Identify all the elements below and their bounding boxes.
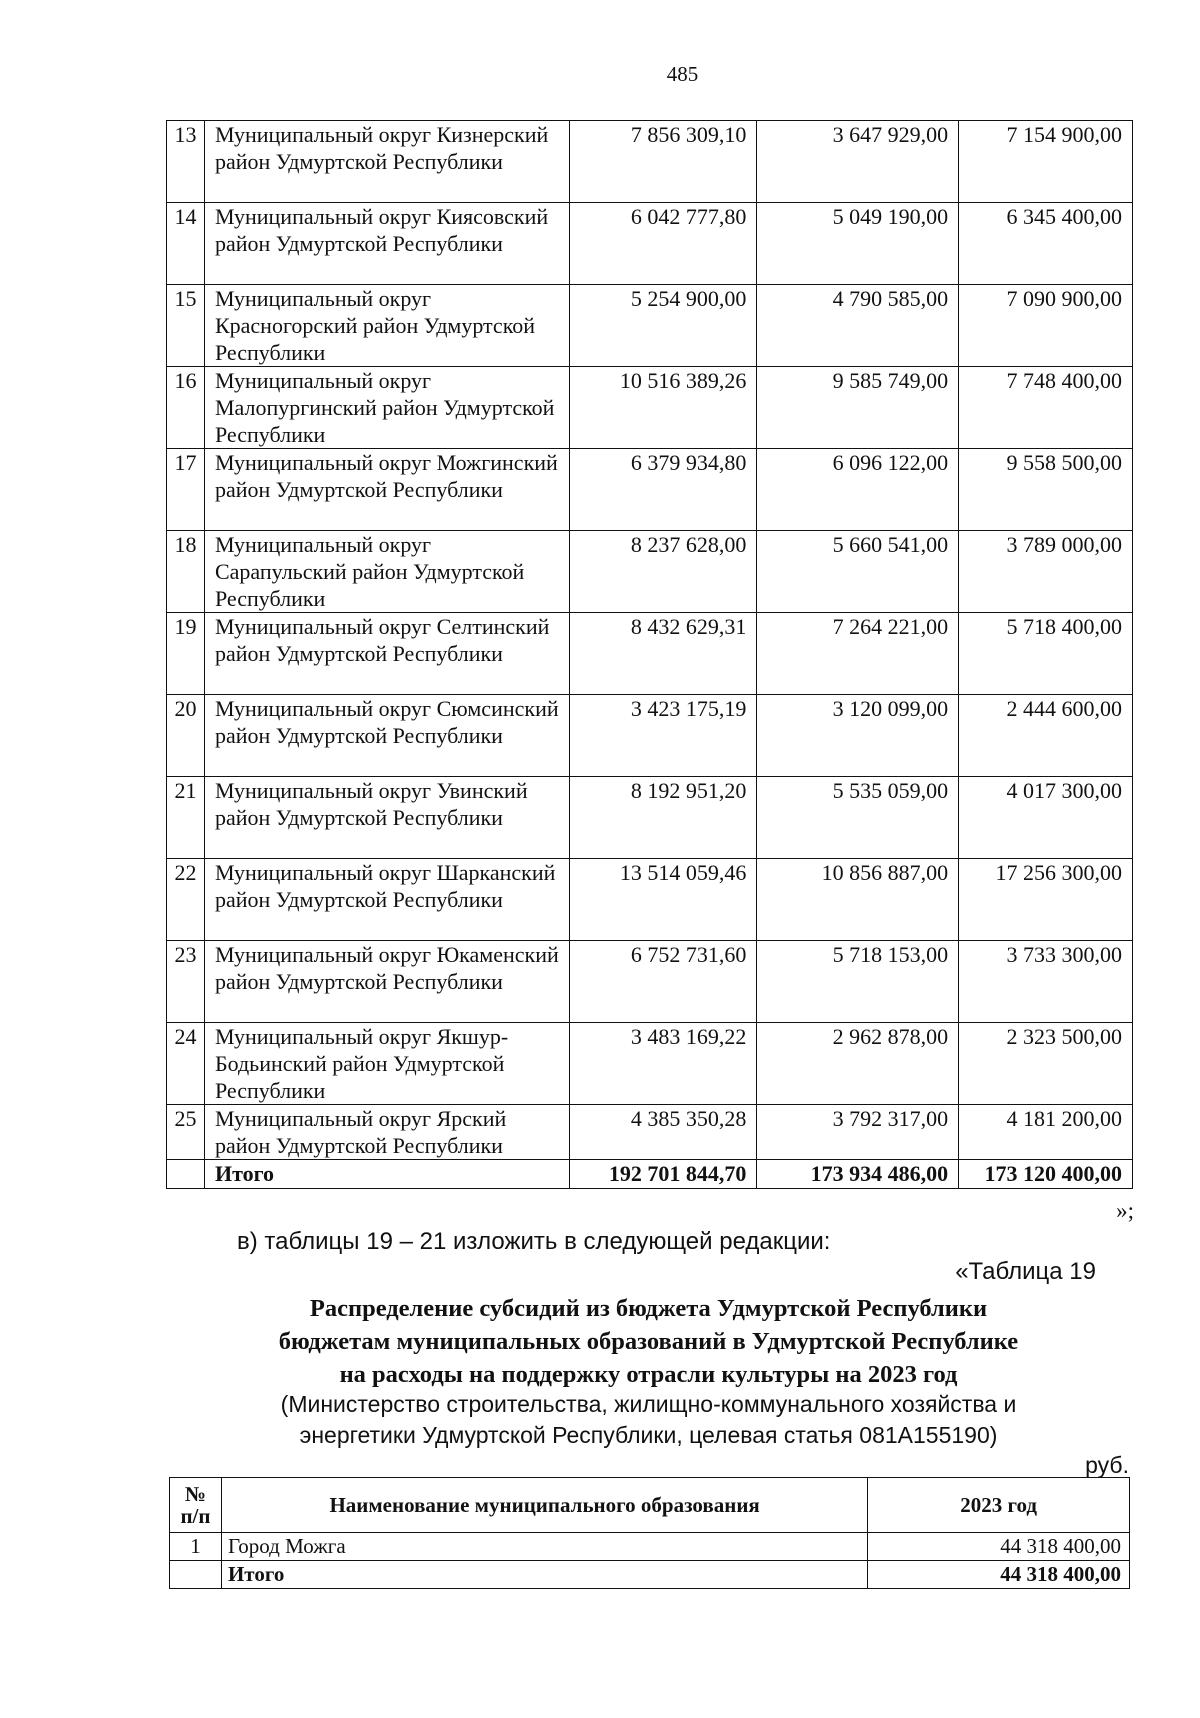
table-row <box>167 1023 1133 1105</box>
row-name: Муниципальный округ Сарапульский район Удмуртской Республики <box>204 531 569 613</box>
row-value-3: 7 090 900,00 <box>959 285 1133 367</box>
header-num-line-2: п/п <box>180 1504 211 1528</box>
row-num: 25 <box>167 1105 205 1160</box>
subsidy-table-body <box>167 121 1133 1189</box>
row-name: Муниципальный округ Кизнерский район Удмуртской Республики <box>204 121 569 203</box>
row-value-1: 6 379 934,80 <box>569 449 757 531</box>
row-num: 23 <box>167 941 205 1023</box>
table-row <box>170 1533 1130 1561</box>
table-row <box>167 777 1133 859</box>
row-name: Город Можга <box>221 1533 867 1561</box>
table-total-row <box>167 1160 1133 1189</box>
row-value-1: 4 385 350,28 <box>569 1105 757 1160</box>
row-value-3: 5 718 400,00 <box>959 613 1133 695</box>
row-value-1: 3 423 175,19 <box>569 695 757 777</box>
row-value-2: 6 096 122,00 <box>757 449 959 531</box>
table-heading <box>166 1292 1131 1391</box>
row-name: Муниципальный округ Малопургинский район Удмуртской Республики <box>204 367 569 449</box>
row-value-3: 4 181 200,00 <box>959 1105 1133 1160</box>
row-name: Муниципальный округ Киясовский район Удмуртской Республики <box>204 203 569 285</box>
total-label: Итого <box>204 1160 569 1189</box>
row-num: 22 <box>167 859 205 941</box>
total-value-2: 173 934 486,00 <box>757 1160 959 1189</box>
row-name: Муниципальный округ Шарканский район Удмуртской Республики <box>204 859 569 941</box>
table-total-row <box>170 1561 1130 1589</box>
total-num-cell <box>167 1160 205 1189</box>
row-value-2: 4 790 585,00 <box>757 285 959 367</box>
row-num: 19 <box>167 613 205 695</box>
table-row <box>167 613 1133 695</box>
table-row <box>167 367 1133 449</box>
row-value-2: 5 535 059,00 <box>757 777 959 859</box>
row-value-1: 3 483 169,22 <box>569 1023 757 1105</box>
row-value-1: 13 514 059,46 <box>569 859 757 941</box>
total-label: Итого <box>221 1561 867 1589</box>
row-value-2: 10 856 887,00 <box>757 859 959 941</box>
row-num: 20 <box>167 695 205 777</box>
row-num: 1 <box>170 1533 222 1561</box>
row-num: 21 <box>167 777 205 859</box>
row-value-3: 9 558 500,00 <box>959 449 1133 531</box>
row-value: 44 318 400,00 <box>868 1533 1130 1561</box>
subheading-line-1: (Министерство строительства, жилищно-коммунального хозяйства и <box>280 1391 1017 1417</box>
row-value-2: 9 585 749,00 <box>757 367 959 449</box>
row-name: Муниципальный округ Красногорский район Удмуртской Республики <box>204 285 569 367</box>
row-value-1: 10 516 389,26 <box>569 367 757 449</box>
row-num: 13 <box>167 121 205 203</box>
table-row <box>167 121 1133 203</box>
total-num-cell <box>170 1561 222 1589</box>
currency-unit: руб. <box>1085 1452 1129 1478</box>
row-num: 17 <box>167 449 205 531</box>
table-row <box>167 1105 1133 1160</box>
row-value-2: 5 718 153,00 <box>757 941 959 1023</box>
total-value: 44 318 400,00 <box>868 1561 1130 1589</box>
table-row <box>167 285 1133 367</box>
subheading-line-2: энергетики Удмуртской Республики, целевая статья 081А155190) <box>299 1422 998 1448</box>
row-value-2: 3 647 929,00 <box>757 121 959 203</box>
table-row <box>167 449 1133 531</box>
row-value-1: 8 432 629,31 <box>569 613 757 695</box>
row-num: 14 <box>167 203 205 285</box>
row-value-1: 6 752 731,60 <box>569 941 757 1023</box>
row-value-1: 5 254 900,00 <box>569 285 757 367</box>
total-value-1: 192 701 844,70 <box>569 1160 757 1189</box>
header-name: Наименование муниципального образования <box>221 1478 867 1533</box>
row-num: 18 <box>167 531 205 613</box>
row-num: 15 <box>167 285 205 367</box>
subsidy-table-continued <box>166 120 1133 1189</box>
row-name: Муниципальный округ Якшур-Бодьинский район Удмуртской Республики <box>204 1023 569 1105</box>
row-num: 24 <box>167 1023 205 1105</box>
row-name: Муниципальный округ Сюмсинский район Удмуртской Республики <box>204 695 569 777</box>
row-value-1: 8 192 951,20 <box>569 777 757 859</box>
row-value-2: 5 049 190,00 <box>757 203 959 285</box>
row-value-3: 2 444 600,00 <box>959 695 1133 777</box>
culture-subsidy-table <box>169 1477 1130 1589</box>
row-name: Муниципальный округ Юкаменский район Удмуртской Республики <box>204 941 569 1023</box>
row-value-1: 7 856 309,10 <box>569 121 757 203</box>
row-value-3: 7 748 400,00 <box>959 367 1133 449</box>
page-number: 485 <box>666 62 699 86</box>
row-value-2: 3 120 099,00 <box>757 695 959 777</box>
table-row <box>167 695 1133 777</box>
header-row <box>170 1478 1130 1533</box>
row-value-3: 17 256 300,00 <box>959 859 1133 941</box>
heading-line-1: Распределение субсидий из бюджета Удмуртской Республики <box>309 1295 988 1322</box>
table-row <box>167 531 1133 613</box>
heading-line-3: на расходы на поддержку отрасли культуры на 2023 год <box>339 1361 958 1388</box>
header-num <box>170 1478 222 1533</box>
total-value-3: 173 120 400,00 <box>959 1160 1133 1189</box>
row-value-3: 2 323 500,00 <box>959 1023 1133 1105</box>
row-value-3: 3 789 000,00 <box>959 531 1133 613</box>
table-row <box>167 203 1133 285</box>
table-label: «Таблица 19 <box>955 1258 1096 1285</box>
row-name: Муниципальный округ Селтинский район Удмуртской Республики <box>204 613 569 695</box>
row-name: Муниципальный округ Ярский район Удмуртской Республики <box>204 1105 569 1160</box>
row-value-2: 2 962 878,00 <box>757 1023 959 1105</box>
closing-quote: »; <box>1116 1198 1134 1223</box>
table-subheading <box>166 1389 1131 1451</box>
heading-line-2: бюджетам муниципальных образований в Удмуртской Республике <box>278 1328 1019 1355</box>
row-value-2: 7 264 221,00 <box>757 613 959 695</box>
row-value-1: 8 237 628,00 <box>569 531 757 613</box>
amendment-instruction: в) таблицы 19 – 21 изложить в следующей редакции: <box>237 1228 831 1255</box>
table-row <box>167 859 1133 941</box>
row-value-2: 5 660 541,00 <box>757 531 959 613</box>
row-value-3: 3 733 300,00 <box>959 941 1133 1023</box>
row-value-1: 6 042 777,80 <box>569 203 757 285</box>
header-num-line-1: № <box>184 1482 207 1506</box>
row-name: Муниципальный округ Увинский район Удмуртской Республики <box>204 777 569 859</box>
row-value-3: 7 154 900,00 <box>959 121 1133 203</box>
row-num: 16 <box>167 367 205 449</box>
table-row <box>167 941 1133 1023</box>
row-name: Муниципальный округ Можгинский район Удмуртской Республики <box>204 449 569 531</box>
row-value-3: 6 345 400,00 <box>959 203 1133 285</box>
row-value-3: 4 017 300,00 <box>959 777 1133 859</box>
header-year: 2023 год <box>868 1478 1130 1533</box>
row-value-2: 3 792 317,00 <box>757 1105 959 1160</box>
